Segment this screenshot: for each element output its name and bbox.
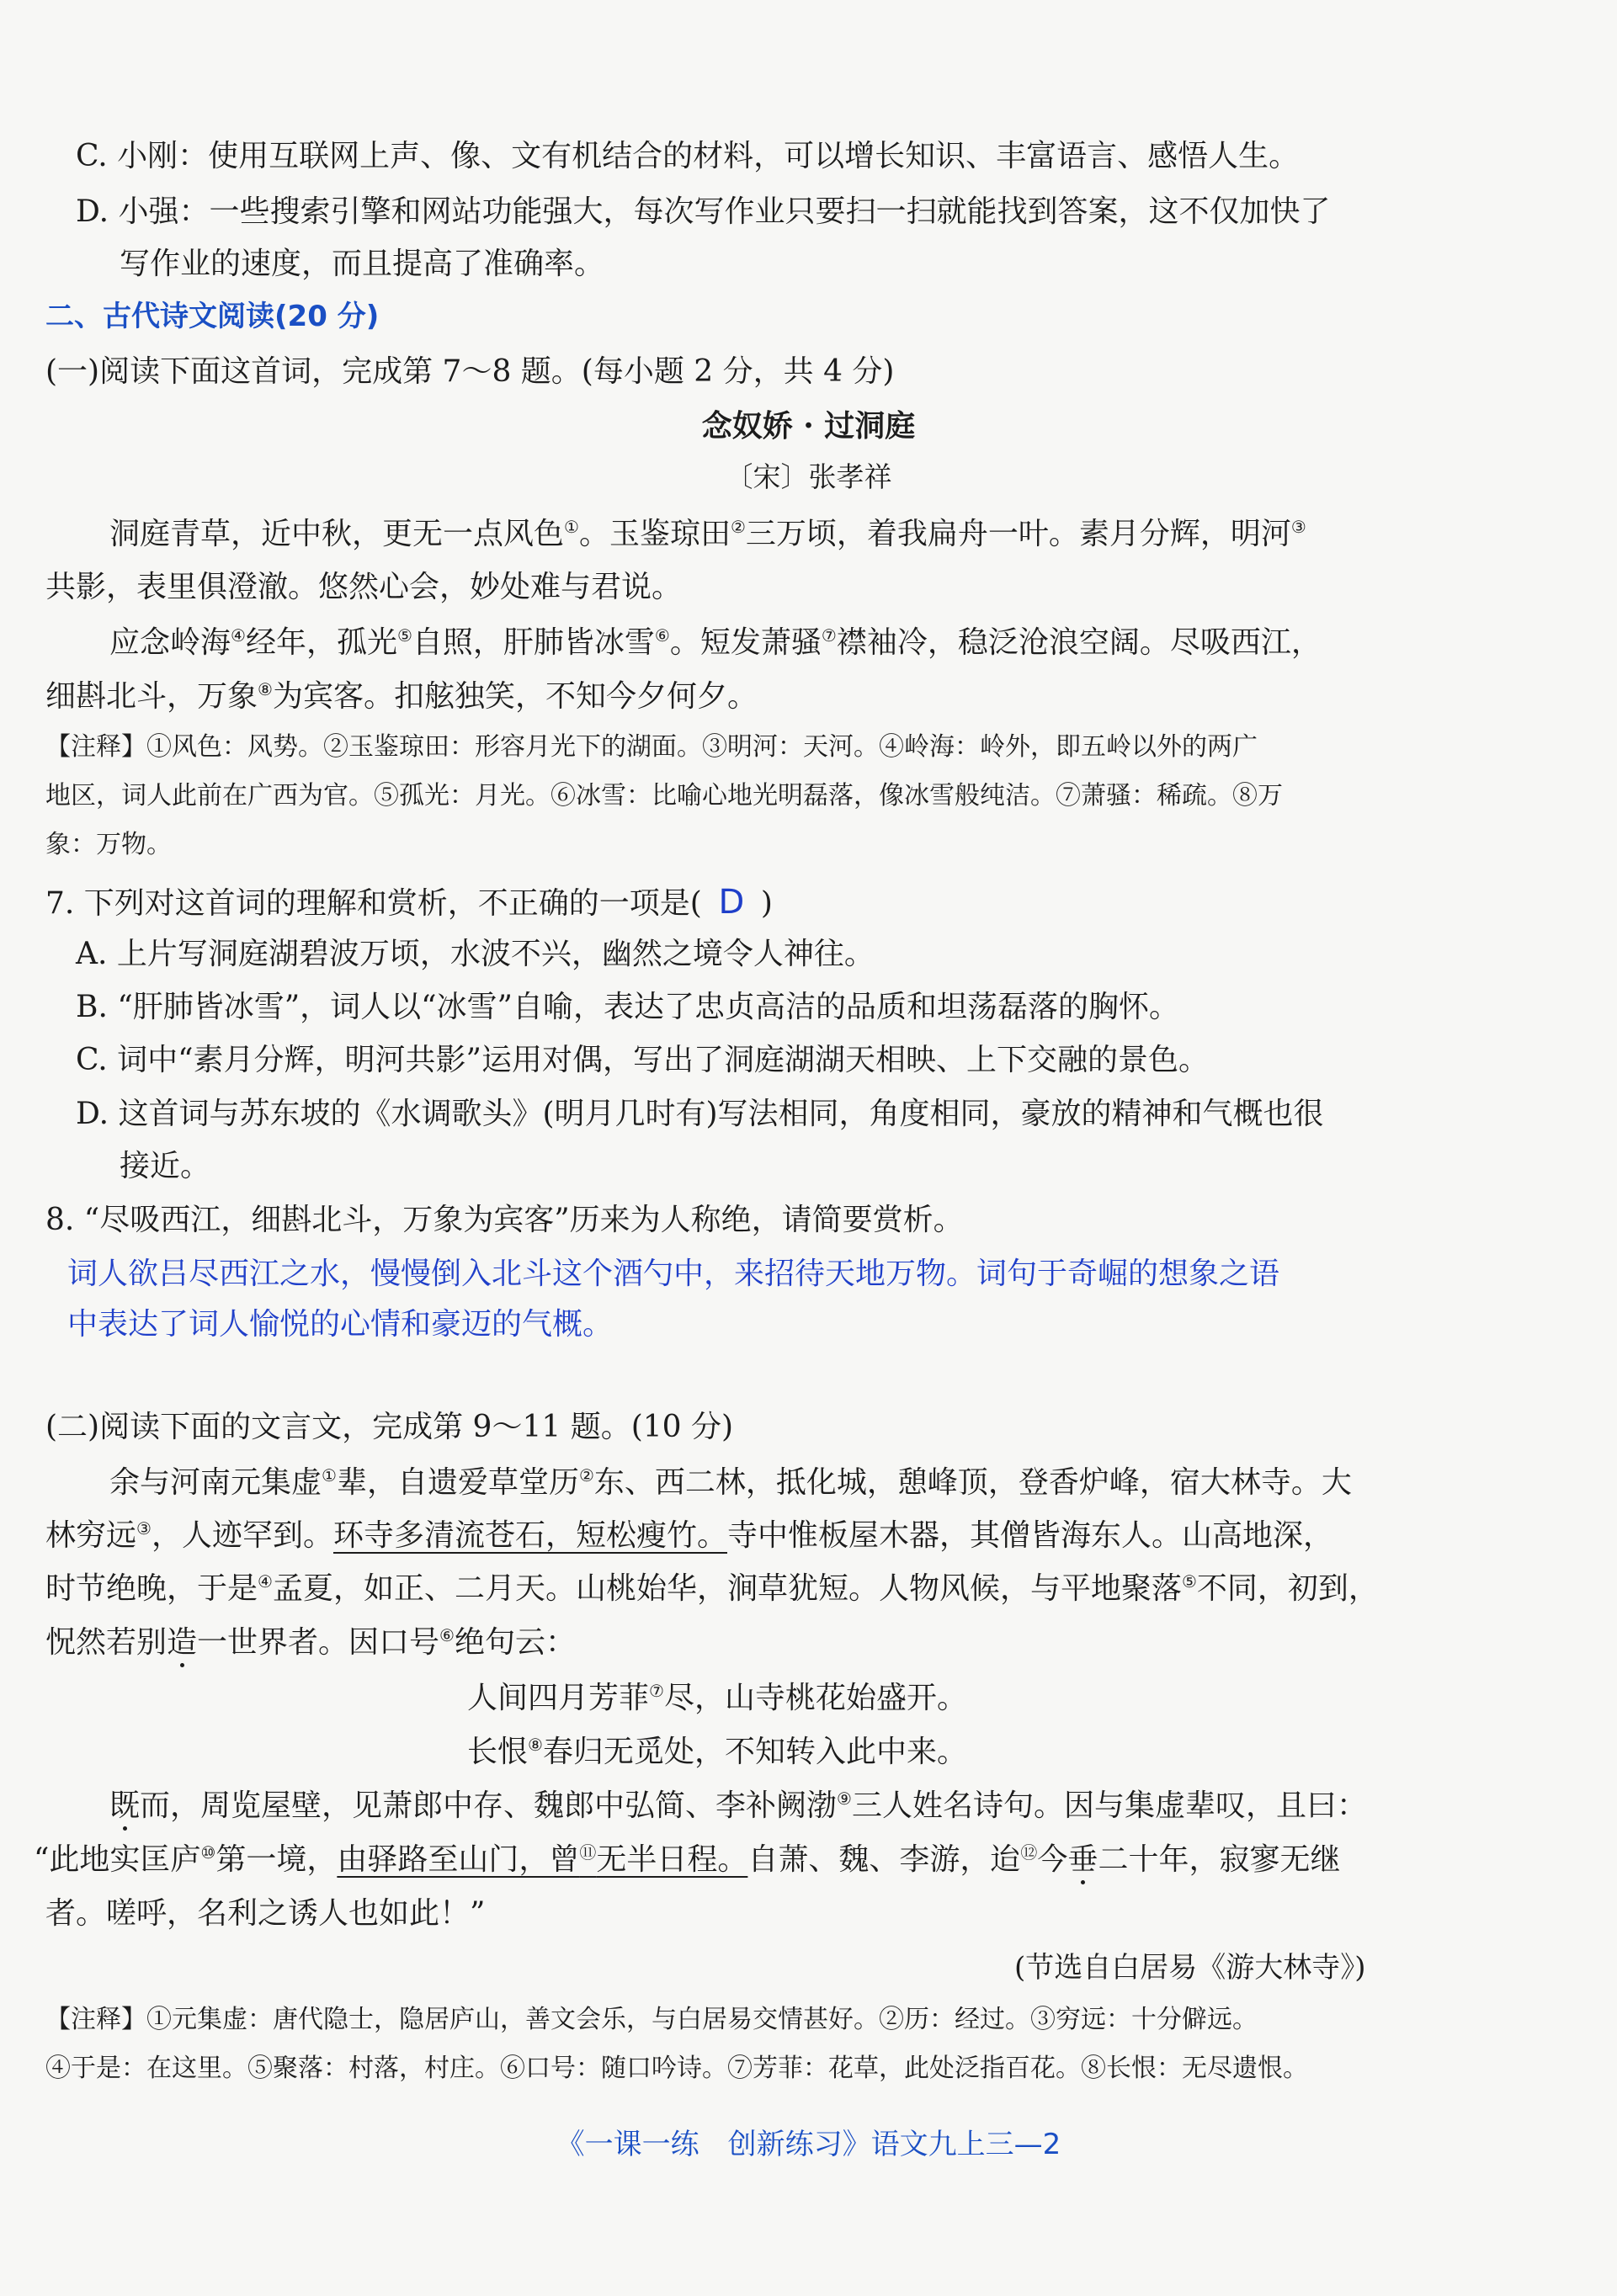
section-heading-ancient-poetry: 二、古代诗文阅读(20 分) bbox=[45, 300, 380, 333]
dotted-char-ji: 既 bbox=[109, 1788, 141, 1823]
poem-line-2: 共影，表里俱澄澈。悠然心会，妙处难与君说。 bbox=[45, 570, 683, 604]
poem-notes-line3: 象：万物。 bbox=[45, 830, 172, 859]
underlined-sentence-1: 环寺多清流苍石，短松瘦竹。 bbox=[332, 1518, 727, 1553]
prose-line-1: 余与河南元集虚①辈，自遗爱草堂历②东、西二林，抵化城，憩峰顶，登香炉峰，宿大林寺。大 bbox=[109, 1465, 1352, 1500]
q8-stem: 8. “尽吸西江，细斟北斗，万象为宾客”历来为人称绝，请简要赏析。 bbox=[45, 1203, 964, 1237]
q7-option-a: A. 上片写洞庭湖碧波万顷，水波不兴，幽然之境令人神往。 bbox=[76, 937, 875, 971]
dotted-char-chui: 垂 bbox=[1067, 1842, 1098, 1877]
poem-line-4: 细斟北斗，万象⑧为宾客。扣舷独笑，不知今夕何夕。 bbox=[45, 679, 758, 714]
q7-option-d-line2: 接近。 bbox=[120, 1149, 211, 1183]
poem-author: 〔宋〕张孝祥 bbox=[725, 460, 892, 493]
q7-option-d-line1: D. 这首词与苏东坡的《水调歌头》(明月几时有)写法相同，角度相同，豪放的精神和气概也很 bbox=[76, 1097, 1324, 1131]
q7-option-b: B. “肝肺皆冰雪”，词人以“冰雪”自喻，表达了忠贞高洁的品质和坦荡磊落的胸怀。 bbox=[76, 990, 1179, 1024]
part1-intro: (一)阅读下面这首词，完成第 7～8 题。(每小题 2 分，共 4 分) bbox=[45, 354, 895, 389]
q6-option-d-line2: 写作业的速度，而且提高了准确率。 bbox=[120, 247, 605, 281]
prose-line-3: 时节绝晚，于是④孟夏，如正、二月天。山桃始华，涧草犹短。人物风候，与平地聚落⑤不同，初到， bbox=[45, 1571, 1379, 1606]
quoted-poem-line-2: 长恨⑧春归无觅处，不知转入此中来。 bbox=[467, 1735, 967, 1769]
prose-line-4: 怳然若别造一世界者。因口号⑥绝句云： bbox=[45, 1625, 576, 1660]
q6-option-d-line1: D. 小强：一些搜索引擎和网站功能强大，每次写作业只要扫一扫就能找到答案，这不仅加快了 bbox=[76, 194, 1331, 229]
underlined-sentence-2: 由驿路至山门，曾⑪无半日程。 bbox=[337, 1842, 748, 1877]
prose-line-6: “此地实匡庐⑩第一境，由驿路至山门，曾⑪无半日程。自萧、魏、李游，迨⑫今垂二十年，寂寥无继 bbox=[34, 1842, 1341, 1877]
prose-line-2: 林穷远③，人迹罕到。环寺多清流苍石，短松瘦竹。寺中惟板屋木器，其僧皆海东人。山高地深， bbox=[45, 1518, 1333, 1553]
prose-source: (节选自白居易《游大林寺》) bbox=[1014, 1951, 1366, 1985]
poem-title: 念奴娇 · 过洞庭 bbox=[701, 408, 916, 444]
prose-line-5: 既而，周览屋壁，见萧郎中存、魏郎中弘简、李补阙渤⑨三人姓名诗句。因与集虚辈叹，且曰： bbox=[109, 1788, 1367, 1823]
prose-notes-line1: 【注释】①元集虚：唐代隐士，隐居庐山，善文会乐，与白居易交情甚好。②历：经过。③穷远：十分僻远。 bbox=[45, 2005, 1258, 2034]
quoted-poem-line-1: 人间四月芳菲⑦尽，山寺桃花始盛开。 bbox=[467, 1681, 967, 1715]
poem-line-3: 应念岭海④经年，孤光⑤自照，肝肺皆冰雪⑥。短发萧骚⑦襟袖冷，稳泛沧浪空阔。尽吸西江， bbox=[109, 625, 1322, 660]
poem-notes-line1: 【注释】①风色：风势。②玉鉴琼田：形容月光下的湖面。③明河：天河。④岭海：岭外，即五岭以外的两广 bbox=[45, 732, 1258, 762]
page-footer: 《一课一练 创新练习》语文九上三—2 bbox=[556, 2128, 1061, 2161]
prose-line-7: 者。嗟呼，名利之诱人也如此！” bbox=[45, 1896, 486, 1931]
q7-stem: 7. 下列对这首词的理解和赏析，不正确的一项是( D ) bbox=[45, 883, 773, 922]
q8-answer-line1: 词人欲吕尽西江之水，慢慢倒入北斗这个酒勺中，来招待天地万物。词句于奇崛的想象之语 bbox=[67, 1257, 1280, 1291]
dotted-char-zao: 造 bbox=[167, 1625, 198, 1660]
q8-answer-line2: 中表达了词人愉悦的心情和豪迈的气概。 bbox=[67, 1307, 614, 1342]
q7-option-c: C. 词中“素月分辉，明河共影”运用对偶，写出了洞庭湖湖天相映、上下交融的景色。 bbox=[76, 1043, 1209, 1077]
prose-notes-line2: ④于是：在这里。⑤聚落：村落，村庄。⑥口号：随口吟诗。⑦芳菲：花草，此处泛指百花。⑧长恨：无尽遗恨。 bbox=[45, 2054, 1308, 2083]
poem-notes-line2: 地区，词人此前在广西为官。⑤孤光：月光。⑥冰雪：比喻心地光明磊落，像冰雪般纯洁。⑦萧骚：稀疏。⑧万 bbox=[45, 781, 1283, 811]
q7-answer: D bbox=[718, 883, 745, 922]
poem-line-1: 洞庭青草，近中秋，更无一点风色①。玉鉴琼田②三万顷，着我扁舟一叶。素月分辉，明河③ bbox=[109, 517, 1306, 551]
part2-intro: (二)阅读下面的文言文，完成第 9～11 题。(10 分) bbox=[45, 1410, 734, 1444]
q6-option-c: C. 小刚：使用互联网上声、像、文有机结合的材料，可以增长知识、丰富语言、感悟人生。 bbox=[76, 139, 1300, 173]
